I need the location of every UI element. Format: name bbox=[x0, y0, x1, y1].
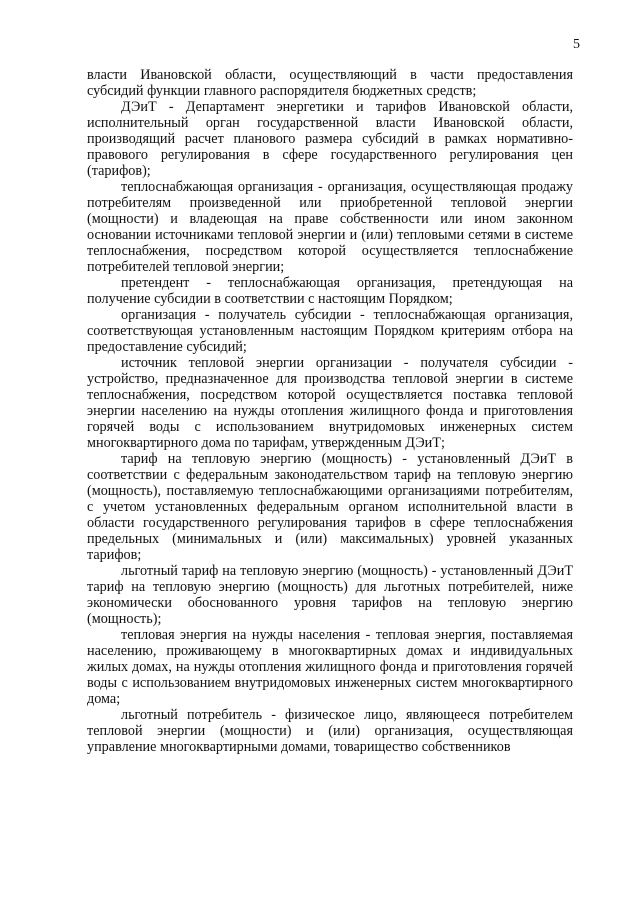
paragraph-subsidy-recipient: организация - получатель субсидии - теплоснабжающая организация, соответствующая установленным настоящим Порядком критериям отбора на предоставление субсидий; bbox=[87, 307, 573, 355]
paragraph-heat-supply-organization: теплоснабжающая организация - организация, осуществляющая продажу потребителям произведенной или приобретенной тепловой энергии (мощности) и владеющая на праве собственности или ином законном основании источниками тепловой энергии и (или) тепловыми сетями в системе теплоснабжения, посредством которой осуществляется теплоснабжение потребителей тепловой энергии; bbox=[87, 179, 573, 275]
paragraph-applicant: претендент - теплоснабжающая организация, претендующая на получение субсидии в соответствии с настоящим Порядком; bbox=[87, 275, 573, 307]
paragraph-preferential-consumer: льготный потребитель - физическое лицо, являющееся потребителем тепловой энергии (мощности) и (или) организация, осуществляющая управление многоквартирными домами, товарищество собственников bbox=[87, 707, 573, 755]
paragraph-heat-source: источник тепловой энергии организации - получателя субсидии - устройство, предназначенное для производства тепловой энергии в системе теплоснабжения, посредством которой осуществляется поставка тепловой энергии населению на нужды отопления жилищного фонда и приготовления горячей воды с использованием внутридомовых инженерных систем многоквартирного дома по тарифам, утвержденным ДЭиТ; bbox=[87, 355, 573, 451]
paragraph-heat-for-population: тепловая энергия на нужды населения - тепловая энергия, поставляемая населению, проживающему в многоквартирных домах и индивидуальных жилых домах, на нужды отопления жилищного фонда и приготовления горячей воды с использованием внутридомовых инженерных систем многоквартирного дома; bbox=[87, 627, 573, 707]
paragraph-heat-tariff: тариф на тепловую энергию (мощность) - установленный ДЭиТ в соответствии с федеральным законодательством тариф на тепловую энергию (мощность), поставляемую теплоснабжающими организациями потребителям, с учетом установленных федеральным органом исполнительной власти в области государственного регулирования тарифов в сфере теплоснабжения предельных (минимальных и (или) максимальных) уровней указанных тарифов; bbox=[87, 451, 573, 563]
paragraph-continuation: власти Ивановской области, осуществляющий в части предоставления субсидий функции главного распорядителя бюджетных средств; bbox=[87, 67, 573, 99]
paragraph-preferential-tariff: льготный тариф на тепловую энергию (мощность) - установленный ДЭиТ тариф на тепловую энергию (мощность) для льготных потребителей, ниже экономически обоснованного уровня тарифов на тепловую энергию (мощность); bbox=[87, 563, 573, 627]
document-body bbox=[87, 67, 573, 755]
paragraph-deit-definition: ДЭиТ - Департамент энергетики и тарифов Ивановской области, исполнительный орган государственной власти Ивановской области, производящий расчет планового размера субсидий в рамках нормативно-правового регулирования в сфере государственного регулирования цен (тарифов); bbox=[87, 99, 573, 179]
page-number: 5 bbox=[573, 37, 580, 52]
